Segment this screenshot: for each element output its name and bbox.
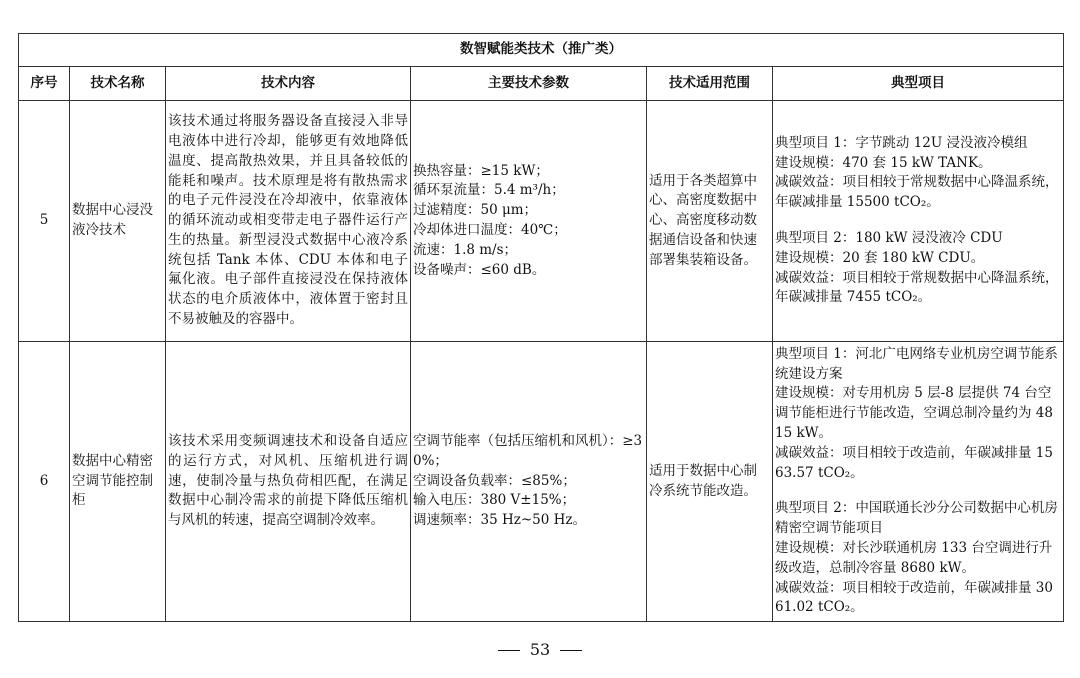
param-line: 调速频率：35 Hz~50 Hz。: [413, 512, 587, 529]
technology-table: [18, 33, 1064, 622]
tech-content: 该技术通过将服务器设备直接浸入非导电液体中进行冷却，能够更有效地降低温度、提高散热效果，并且具备较低的能耗和噪声。技术原理是将有散热需求的电子元件浸没在冷却液中，依靠液体的循环流动或相变带走电子器件运行产生的热量。新型浸没式数据中心液冷系统包括 Tank 本体、CDU 本体和电子氟化液。电子部件直接浸没在保持液体状态的电介质液体中，液体置于密封且不易被触及的容器中。: [166, 101, 411, 342]
project-title: 典型项目 2：中国联通长沙分公司数据中心机房精密空调节能项目: [775, 500, 1058, 537]
header-tech-scope: 技术适用范围: [647, 67, 773, 101]
project-scale: 建设规模：对专用机房 5 层-8 层提供 74 台空调节能柜进行节能改造，空调总制冷量约为 4815 kW。: [775, 385, 1053, 441]
project-benefit: 减碳效益：项目相较于改造前，年碳减排量 3061.02 tCO₂。: [775, 579, 1053, 616]
header-tech-name: 技术名称: [70, 67, 166, 101]
spacer: [775, 213, 1061, 229]
page-footer: [0, 640, 1080, 659]
tech-name: 数据中心精密空调节能控制柜: [70, 342, 166, 622]
param-line: 输入电压：380 V±15%；: [413, 492, 576, 509]
param-line: 空调节能率（包括压缩机和风机）：≥30%；: [413, 433, 643, 469]
project-scale: 建设规模：470 套 15 kW TANK。: [775, 154, 992, 171]
param-line: 循环泵流量：5.4 m³/h；: [413, 182, 565, 199]
project-title: 典型项目 2：180 kW 浸没液冷 CDU: [775, 230, 1003, 246]
table-title-row: [19, 34, 1064, 67]
header-number: 序号: [19, 67, 70, 101]
header-tech-params: 主要技术参数: [411, 67, 647, 101]
project-title: 典型项目 1：河北广电网络专业机房空调节能系统建设方案: [775, 345, 1058, 382]
project-benefit: 减碳效益：项目相较于常规数据中心降温系统，年碳减排量 7455 tCO₂。: [775, 269, 1059, 306]
table-header-row: [19, 67, 1064, 101]
tech-name: 数据中心浸没液冷技术: [70, 101, 166, 342]
typical-projects: [773, 342, 1064, 622]
tech-content: 该技术采用变频调速技术和设备自适应的运行方式，对风机、压缩机进行调速，使制冷量与热负荷相匹配，在满足数据中心制冷需求的前提下降低压缩机与风机的转速，提高空调制冷效率。: [166, 342, 411, 622]
param-line: 过滤精度：50 μm；: [413, 202, 538, 219]
table-title: 数智赋能类技术（推广类）: [19, 34, 1064, 67]
project-scale: 建设规模：对长沙联通机房 133 台空调进行升级改造，总制冷容量 8680 kW。: [775, 539, 1053, 576]
row-number: 6: [19, 342, 70, 622]
tech-scope: 适用于各类超算中心、高密度数据中心、高密度移动数据通信设备和快速部署集装箱设备。: [647, 101, 773, 342]
footer-dash-right: [560, 650, 582, 651]
param-line: 流速：1.8 m/s；: [413, 241, 518, 258]
param-line: 换热容量：≥15 kW；: [413, 162, 549, 179]
tech-params: [411, 342, 647, 622]
param-line: 空调设备负载率：≤85%；: [413, 472, 576, 489]
project-scale: 建设规模：20 套 180 kW CDU。: [775, 249, 985, 266]
param-line: 设备噪声：≤60 dB。: [413, 261, 546, 278]
param-line: 冷却体进口温度：40℃；: [413, 222, 567, 238]
project-title: 典型项目 1：字节跳动 12U 浸没液冷模组: [775, 134, 1028, 151]
row-number: 5: [19, 101, 70, 342]
typical-projects: [773, 101, 1064, 342]
tech-params: [411, 101, 647, 342]
project-benefit: 减碳效益：项目相较于常规数据中心降温系统，年碳减排量 15500 tCO₂。: [775, 174, 1059, 211]
header-typical-projects: 典型项目: [773, 67, 1064, 101]
table-row: [19, 101, 1064, 342]
table-row: [19, 342, 1064, 622]
header-tech-content: 技术内容: [166, 67, 411, 101]
tech-scope: 适用于数据中心制冷系统节能改造。: [647, 342, 773, 622]
spacer: [775, 483, 1061, 499]
footer-dash-left: [498, 650, 520, 651]
page-number: 53: [529, 640, 551, 659]
project-benefit: 减碳效益：项目相较于改造前，年碳减排量 1563.57 tCO₂。: [775, 444, 1053, 481]
